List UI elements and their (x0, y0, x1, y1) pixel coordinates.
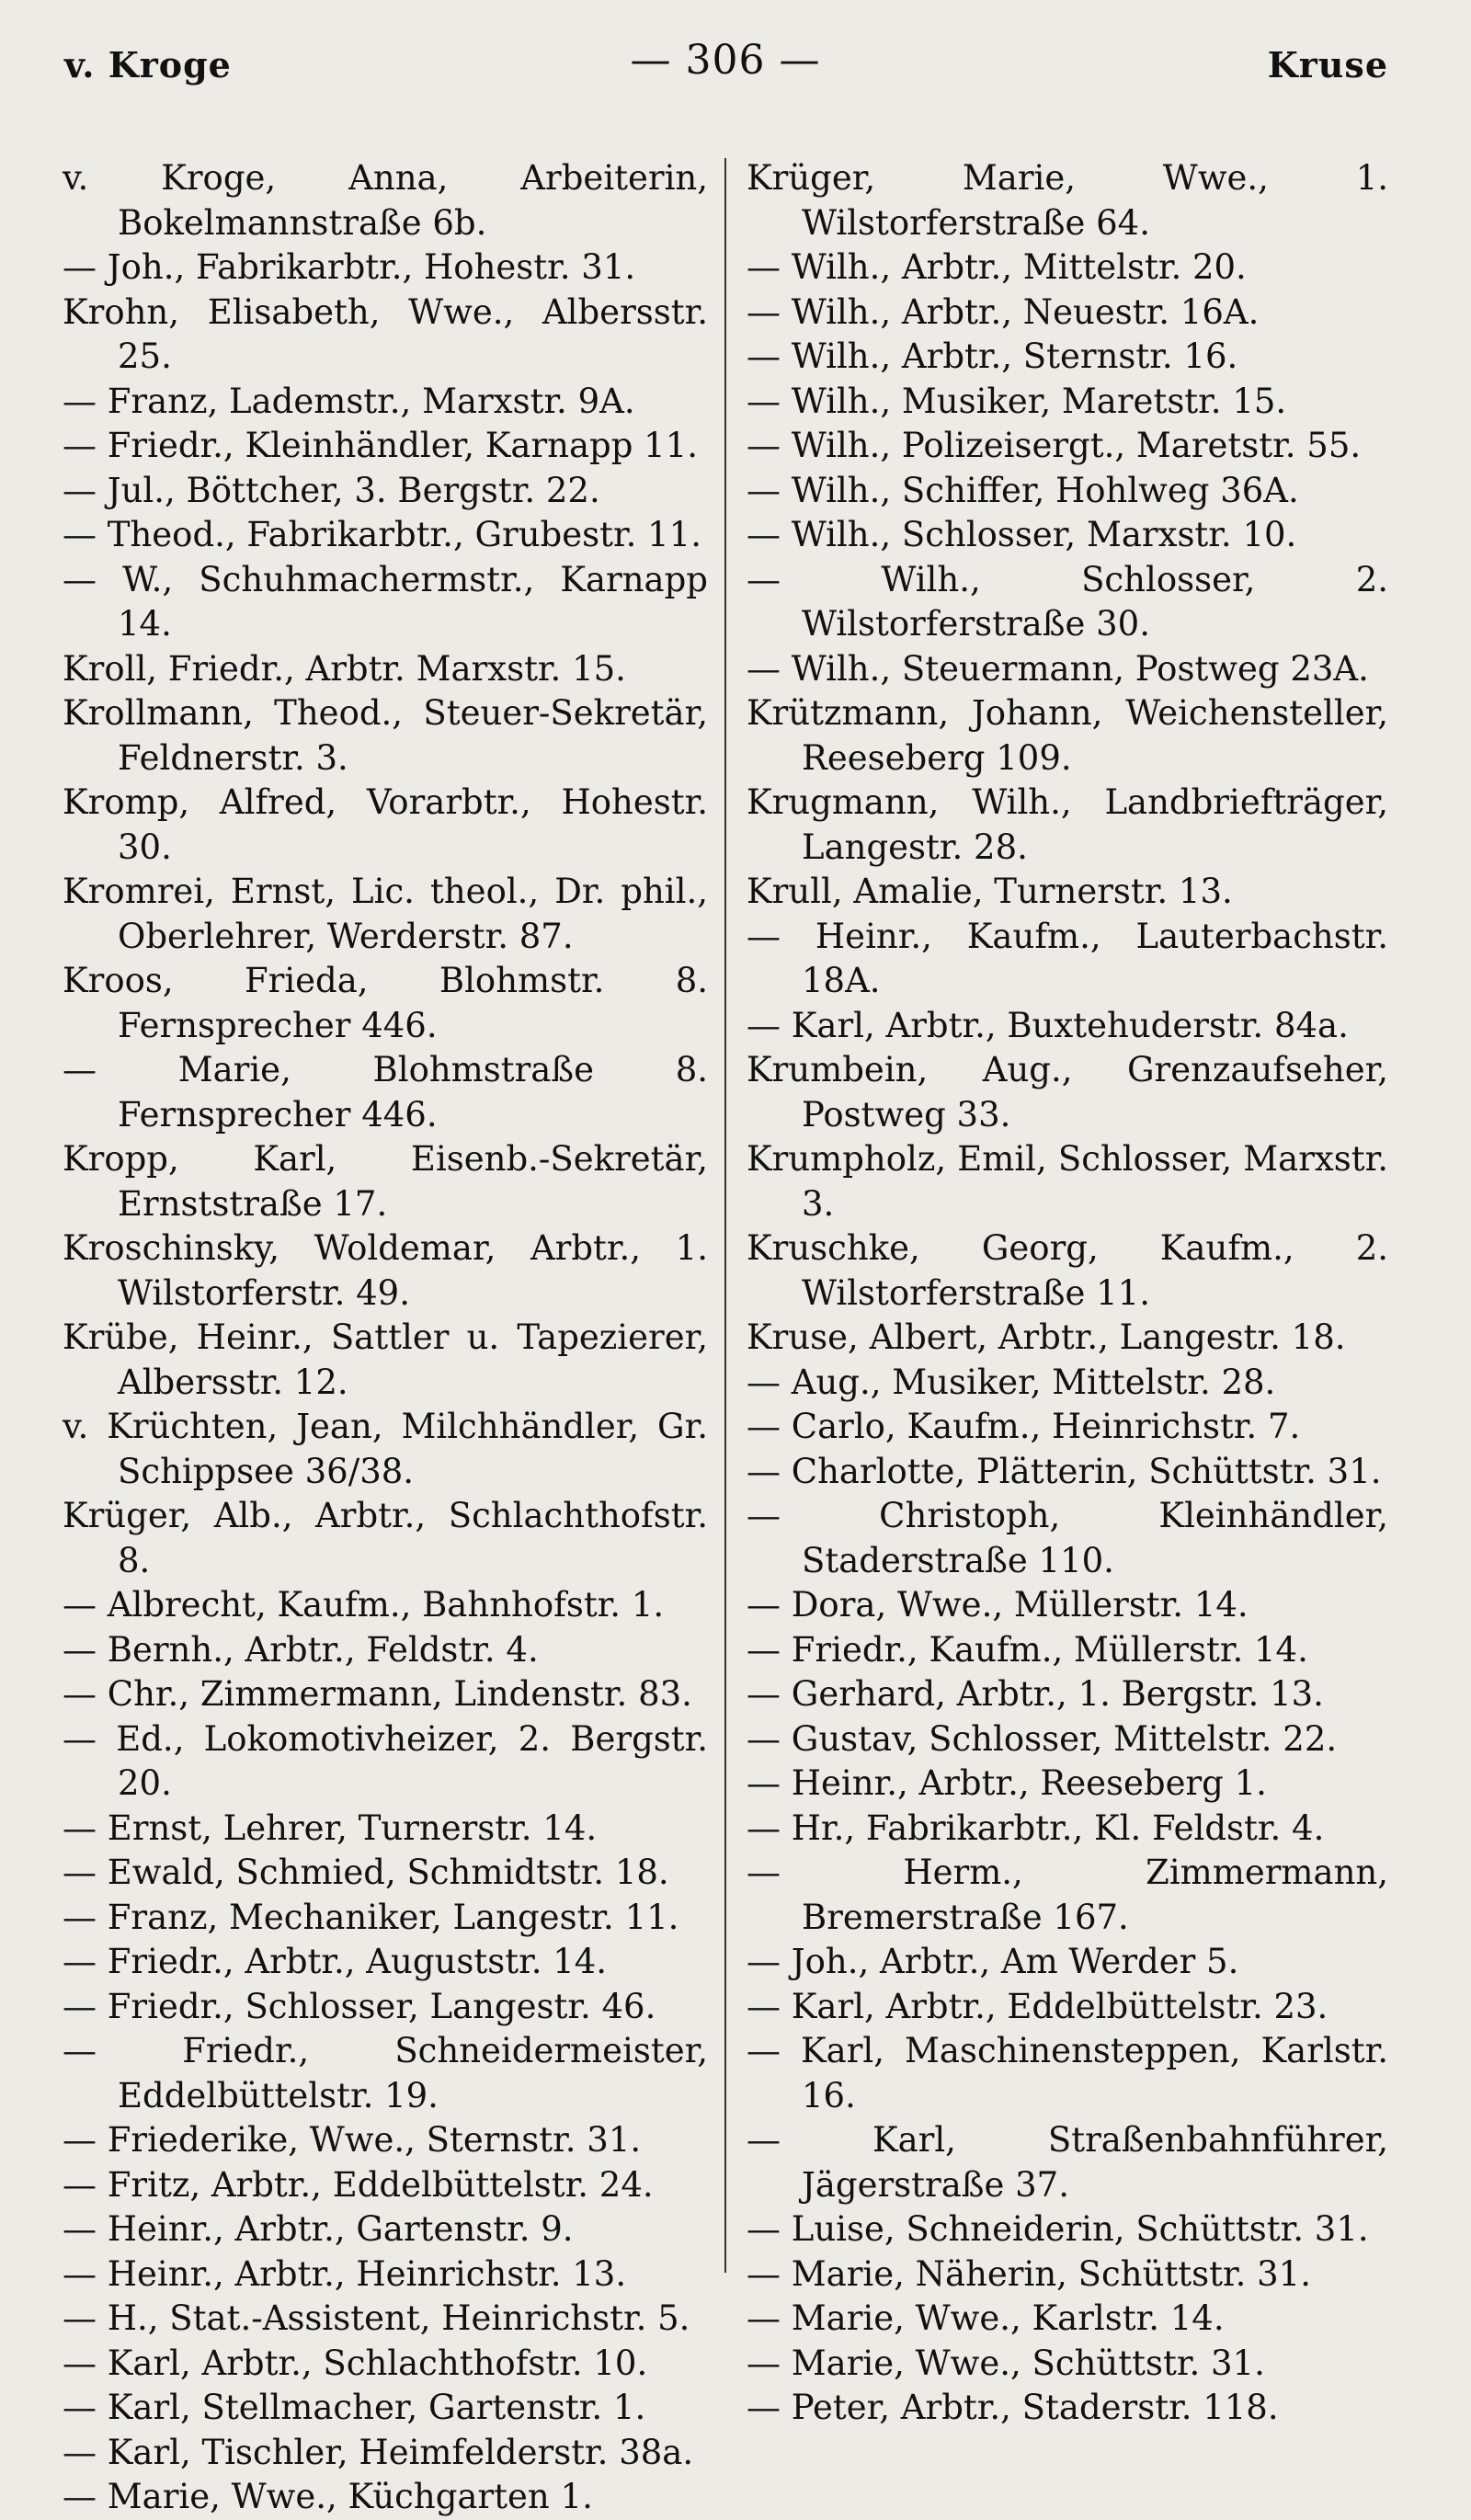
directory-entry: — Dora, Wwe., Müllerstr. 14. (747, 1585, 1249, 1625)
directory-entry: Krumpholz, Emil, Schlosser, Marxstr. 3. (747, 1139, 1388, 1224)
directory-entry: — W., Schuhmachermstr., Karnapp 14. (63, 559, 708, 644)
directory-entry: — H., Stat.-Assistent, Heinrichstr. 5. (63, 2298, 690, 2338)
directory-entry: — Friederike, Wwe., Sternstr. 31. (63, 2120, 642, 2160)
directory-entry: — Karl, Straßenbahnführer, Jägerstraße 37. (747, 2120, 1388, 2205)
directory-entry: — Peter, Arbtr., Staderstr. 118. (747, 2388, 1279, 2427)
directory-entry: — Wilh., Arbtr., Mittelstr. 20. (747, 247, 1247, 287)
page-header (63, 37, 1388, 101)
directory-entry: — Karl, Maschinensteppen, Karlstr. 16. (747, 2031, 1388, 2115)
directory-entry: — Gerhard, Arbtr., 1. Bergstr. 13. (747, 1674, 1324, 1714)
directory-entry: — Joh., Fabrikarbtr., Hohestr. 31. (63, 247, 636, 287)
directory-entry: — Friedr., Arbtr., Auguststr. 14. (63, 1942, 608, 1981)
directory-entry: — Hr., Fabrikarbtr., Kl. Feldstr. 4. (747, 1807, 1325, 1848)
header-left-keyword: v. Kroge (64, 44, 232, 86)
directory-entry: v. Kroge, Anna, Arbeiterin, Bokelmannstraße 6b. (63, 158, 708, 243)
directory-entry: — Ewald, Schmied, Schmidtstr. 18. (63, 1853, 669, 1892)
directory-entry: Krüger, Alb., Arbtr., Schlachthofstr. 8. (63, 1496, 708, 1580)
directory-entry: — Karl, Stellmacher, Gartenstr. 1. (63, 2388, 646, 2427)
directory-entry: — Albrecht, Kaufm., Bahnhofstr. 1. (63, 1585, 665, 1625)
directory-entry: — Gustav, Schlosser, Mittelstr. 22. (747, 1718, 1338, 1759)
directory-entry: — Christoph, Kleinhändler, Staderstraße 110. (747, 1496, 1388, 1580)
directory-entry: — Wilh., Arbtr., Sternstr. 16. (747, 336, 1238, 376)
directory-entry: — Bernh., Arbtr., Feldstr. 4. (63, 1629, 539, 1670)
header-right-keyword: Kruse (1267, 44, 1388, 86)
directory-entry: Krübe, Heinr., Sattler u. Tapezierer, Albersstr. 12. (63, 1317, 708, 1402)
directory-entry: Kroll, Friedr., Arbtr. Marxstr. 15. (63, 648, 626, 689)
directory-entry: — Wilh., Schlosser, 2. Wilstorferstraße 30. (747, 559, 1388, 644)
directory-entry: — Marie, Näherin, Schüttstr. 31. (747, 2253, 1311, 2294)
directory-entry: — Herm., Zimmermann, Bremerstraße 167. (747, 1853, 1388, 1937)
directory-entry: Krollmann, Theod., Steuer-Sekretär, Feldnerstr. 3. (63, 693, 708, 778)
directory-entry: — Chr., Zimmermann, Lindenstr. 83. (63, 1674, 692, 1714)
page-number: — 306 — (630, 37, 821, 84)
directory-entry: — Heinr., Kaufm., Lauterbachstr. 18A. (747, 916, 1388, 1000)
directory-entry: — Wilh., Musiker, Maretstr. 15. (747, 381, 1287, 421)
directory-entry: Kromp, Alfred, Vorarbtr., Hohestr. 30. (63, 782, 708, 867)
directory-entry: Krugmann, Wilh., Landbriefträger, Langestr. 28. (747, 782, 1388, 867)
directory-entry: — Karl, Arbtr., Eddelbüttelstr. 23. (747, 1986, 1328, 2026)
directory-entry: Krützmann, Johann, Weichensteller, Reeseberg 109. (747, 693, 1388, 778)
directory-entry: Kruse, Albert, Arbtr., Langestr. 18. (747, 1317, 1346, 1357)
directory-entry: — Jul., Böttcher, 3. Bergstr. 22. (63, 470, 600, 510)
directory-entry: Kruschke, Georg, Kaufm., 2. Wilstorferstraße 11. (747, 1228, 1388, 1313)
directory-entry: — Charlotte, Plätterin, Schüttstr. 31. (747, 1451, 1382, 1491)
directory-entry: — Heinr., Arbtr., Heinrichstr. 13. (63, 2253, 627, 2294)
directory-entry: — Heinr., Arbtr., Gartenstr. 9. (63, 2209, 574, 2249)
directory-entry: — Heinr., Arbtr., Reeseberg 1. (747, 1763, 1267, 1803)
directory-columns (63, 156, 1388, 2520)
directory-entry: Kroos, Frieda, Blohmstr. 8. Fernsprecher 446. (63, 961, 708, 1045)
directory-entry: — Carlo, Kaufm., Heinrichstr. 7. (747, 1407, 1301, 1446)
directory-entry: — Marie, Wwe., Küchgarten 1. (63, 2477, 593, 2516)
directory-entry: Krohn, Elisabeth, Wwe., Albersstr. 25. (63, 291, 708, 376)
directory-entry: Krüger, Marie, Wwe., 1. Wilstorferstraße 64. (747, 158, 1388, 243)
directory-entry: — Marie, Blohmstraße 8. Fernsprecher 446. (63, 1050, 708, 1135)
directory-entry: — Ed., Lokomotivheizer, 2. Bergstr. 20. (63, 1718, 708, 1803)
directory-entry: — Friedr., Schneidermeister, Eddelbüttelstr. 19. (63, 2031, 708, 2115)
directory-entry: Kromrei, Ernst, Lic. theol., Dr. phil., Oberlehrer, Werderstr. 87. (63, 872, 708, 956)
directory-entry: — Friedr., Schlosser, Langestr. 46. (63, 1986, 656, 2026)
directory-entry: — Karl, Arbtr., Buxtehuderstr. 84a. (747, 1005, 1349, 1045)
directory-entry: Krull, Amalie, Turnerstr. 13. (747, 872, 1233, 911)
directory-entry: — Marie, Wwe., Schüttstr. 31. (747, 2343, 1265, 2383)
directory-entry: Kroschinsky, Woldemar, Arbtr., 1. Wilstorferstr. 49. (63, 1228, 708, 1313)
directory-entry: Krumbein, Aug., Grenzaufseher, Postweg 33. (747, 1050, 1388, 1135)
directory-entry: — Fritz, Arbtr., Eddelbüttelstr. 24. (63, 2164, 654, 2205)
directory-entry: — Luise, Schneiderin, Schüttstr. 31. (747, 2209, 1369, 2249)
directory-entry: — Friedr., Kleinhändler, Karnapp 11. (63, 426, 699, 465)
directory-entry: — Theod., Fabrikarbtr., Grubestr. 11. (63, 515, 701, 554)
directory-entry: — Karl, Tischler, Heimfelderstr. 38a. (63, 2432, 694, 2472)
directory-entry: — Franz, Lademstr., Marxstr. 9A. (63, 381, 635, 421)
directory-entry: — Aug., Musiker, Mittelstr. 28. (747, 1362, 1276, 1402)
directory-entry: — Wilh., Schlosser, Marxstr. 10. (747, 515, 1297, 554)
directory-entry: — Wilh., Schiffer, Hohlweg 36A. (747, 470, 1299, 510)
right-column (726, 156, 1388, 2520)
directory-entry: — Wilh., Arbtr., Neuestr. 16A. (747, 291, 1260, 332)
directory-entry: — Franz, Mechaniker, Langestr. 11. (63, 1897, 679, 1937)
directory-entry: Kropp, Karl, Eisenb.-Sekretär, Ernststraße 17. (63, 1139, 708, 1224)
left-column (63, 156, 724, 2520)
directory-entry: — Joh., Arbtr., Am Werder 5. (747, 1942, 1239, 1981)
directory-entry: — Ernst, Lehrer, Turnerstr. 14. (63, 1807, 598, 1848)
directory-entry: — Karl, Arbtr., Schlachthofstr. 10. (63, 2343, 648, 2383)
directory-entry: — Friedr., Kaufm., Müllerstr. 14. (747, 1629, 1308, 1670)
directory-entry: v. Krüchten, Jean, Milchhändler, Gr. Schippsee 36/38. (63, 1407, 708, 1491)
directory-entry: — Marie, Wwe., Karlstr. 14. (747, 2298, 1225, 2338)
directory-entry: — Wilh., Steuermann, Postweg 23A. (747, 648, 1369, 689)
directory-entry: — Wilh., Polizeisergt., Maretstr. 55. (747, 426, 1362, 465)
